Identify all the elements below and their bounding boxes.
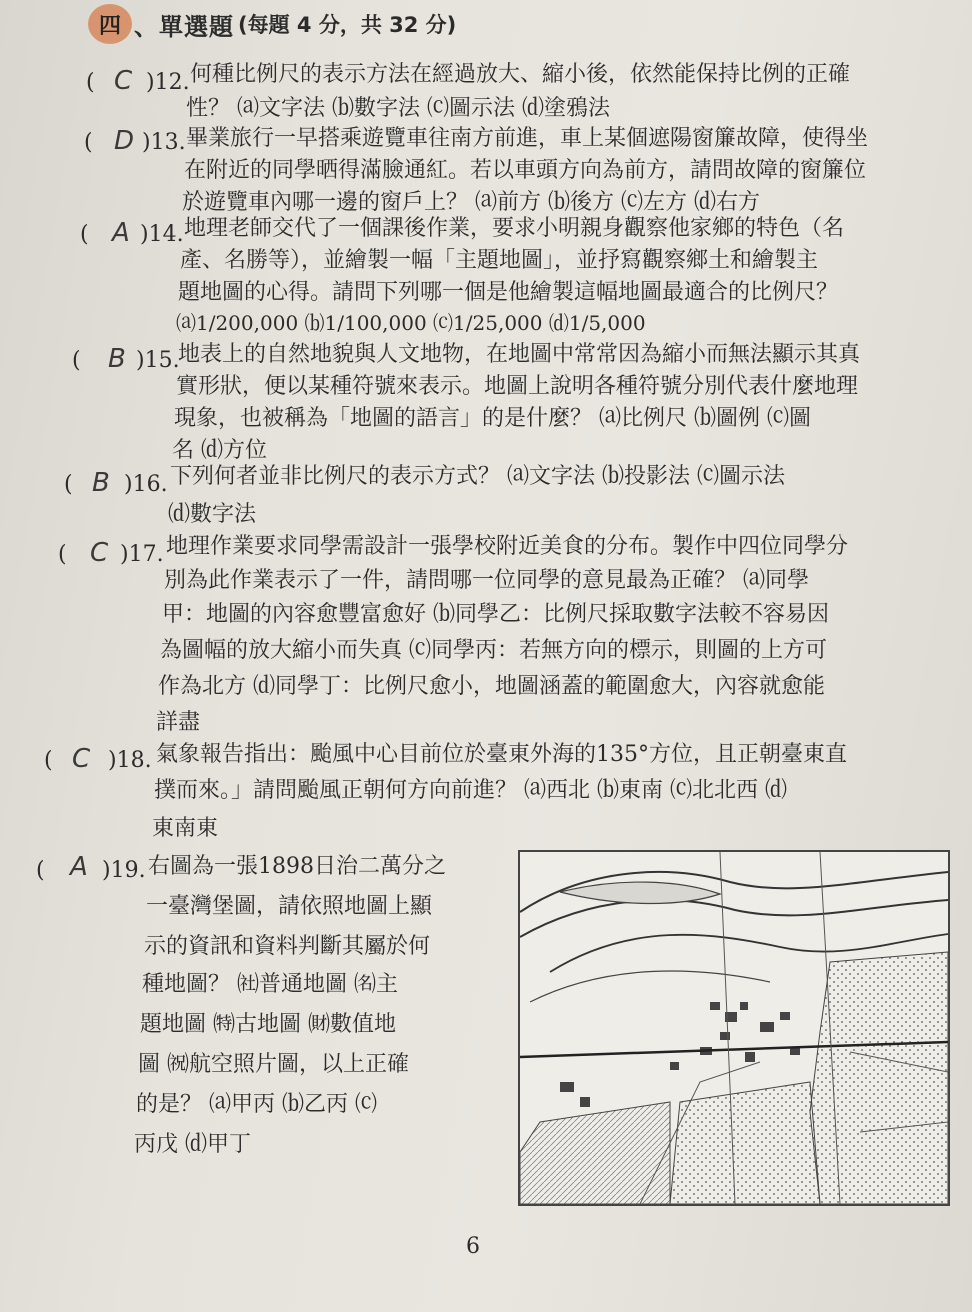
question-text-line: 示的資訊和資料判斷其屬於何 — [144, 934, 431, 959]
question-number: )19. — [102, 858, 146, 883]
question-number: )14. — [140, 222, 184, 247]
question-text-line: 東南東 — [152, 816, 219, 841]
section-title: 、單選題 — [134, 12, 234, 41]
question-text-line: 丙戊 ⒟甲丁 — [134, 1132, 251, 1157]
question-text-line: 右圖為一張1898日治二萬分之 — [148, 854, 446, 879]
handwritten-answer: D — [114, 126, 135, 156]
handwritten-answer: C — [72, 744, 91, 774]
section-scoring-note: (每題 4 分，共 32 分) — [238, 13, 457, 37]
question-text-line: 下列何者並非比例尺的表示方式？ ⒜文字法 ⒝投影法 ⒞圖示法 — [170, 464, 785, 489]
question-text-line: 在附近的同學晒得滿臉通紅。若以車頭方向為前方，請問故障的窗簾位 — [184, 158, 867, 183]
question-text-line: 地理作業要求同學需設計一張學校附近美食的分布。製作中四位同學分 — [166, 534, 849, 559]
taiwan-fort-map-figure — [518, 850, 950, 1206]
handwritten-answer: A — [70, 852, 88, 882]
handwritten-answer: C — [90, 538, 109, 568]
question-text-line: 何種比例尺的表示方法在經過放大、縮小後，依然能保持比例的正確 — [190, 62, 851, 87]
question-text-line: 產、名勝等），並繪製一幅「主題地圖」，並抒寫觀察鄉土和繪製主 — [180, 248, 819, 273]
question-options-line: ⒜1/200,000 ⒝1/100,000 ⒞1/25,000 ⒟1/5,000 — [176, 311, 646, 335]
page-number: 6 — [466, 1234, 480, 1259]
question-text-line: 名 ⒟方位 — [172, 438, 267, 463]
question-text-line: 地理老師交代了一個課後作業，要求小明親身觀察他家鄉的特色（名 — [184, 216, 845, 241]
question-number: )12. — [146, 70, 190, 95]
question-text-line: 作為北方 ⒟同學丁：比例尺愈小，地圖涵蓋的範圍愈大，內容就愈能 — [158, 674, 825, 699]
question-number: )13. — [142, 130, 186, 155]
question-text-line: 題地圖的心得。請問下列哪一個是他繪製這幅地圖最適合的比例尺？ — [178, 280, 839, 305]
question-text-line: ⒟數字法 — [168, 502, 257, 527]
question-text-line: 題地圖 ㈵古地圖 ㈶數值地 — [140, 1012, 396, 1037]
answer-paren: ( — [80, 222, 89, 247]
handwritten-answer: B — [92, 468, 110, 498]
question-text-line: 一臺灣堡圖，請依照地圖上顯 — [146, 894, 433, 919]
handwritten-answer: B — [108, 344, 126, 374]
answer-paren: ( — [58, 542, 67, 567]
question-text-line: 地表上的自然地貌與人文地物，在地圖中常常因為縮小而無法顯示其真 — [178, 342, 861, 367]
question-text-line: 種地圖？ ㈳普通地圖 ㈴主 — [142, 972, 398, 997]
question-number: )15. — [136, 348, 180, 373]
section-header — [88, 4, 456, 44]
question-number: )17. — [120, 542, 164, 567]
question-text-line: 的是？ ⒜甲丙 ⒝乙丙 ⒞ — [136, 1092, 377, 1117]
question-text-line: 詳盡 — [156, 710, 201, 735]
answer-paren: ( — [44, 748, 53, 773]
question-text-line: 圖 ㈷航空照片圖，以上正確 — [138, 1052, 409, 1077]
handwritten-answer: A — [112, 218, 130, 248]
question-number: )18. — [108, 748, 152, 773]
answer-paren: ( — [84, 130, 93, 155]
question-text-line: 甲：地圖的內容愈豐富愈好 ⒝同學乙：比例尺採取數字法較不容易因 — [162, 602, 829, 627]
answer-paren: ( — [36, 858, 45, 883]
question-text-line: 性？ ⒜文字法 ⒝數字法 ⒞圖示法 ⒟塗鴉法 — [186, 96, 610, 121]
section-number-badge: 四 — [88, 4, 132, 44]
question-text-line: 氣象報告指出：颱風中心目前位於臺東外海的135°方位，且正朝臺東直 — [156, 742, 847, 767]
question-text-line: 畢業旅行一早搭乘遊覽車往南方前進，車上某個遮陽窗簾故障，使得坐 — [186, 126, 869, 151]
question-text-line: 別為此作業表示了一件，請問哪一位同學的意見最為正確？ ⒜同學 — [164, 568, 809, 593]
historical-map-image — [520, 852, 948, 1204]
question-text-line: 撲而來。」請問颱風正朝何方向前進？ ⒜西北 ⒝東南 ⒞北北西 ⒟ — [154, 778, 787, 803]
question-text-line: 實形狀，便以某種符號來表示。地圖上說明各種符號分別代表什麼地理 — [176, 374, 859, 399]
handwritten-answer: C — [114, 66, 133, 96]
question-text-line: 現象，也被稱為「地圖的語言」的是什麼？ ⒜比例尺 ⒝圖例 ⒞圖 — [174, 406, 811, 431]
question-number: )16. — [124, 472, 168, 497]
answer-paren: ( — [72, 348, 81, 373]
answer-paren: ( — [86, 70, 95, 95]
answer-paren: ( — [64, 472, 73, 497]
question-text-line: 為圖幅的放大縮小而失真 ⒞同學丙：若無方向的標示，則圖的上方可 — [160, 638, 827, 663]
question-text-line: 於遊覽車內哪一邊的窗戶上？ ⒜前方 ⒝後方 ⒞左方 ⒟右方 — [182, 190, 760, 215]
